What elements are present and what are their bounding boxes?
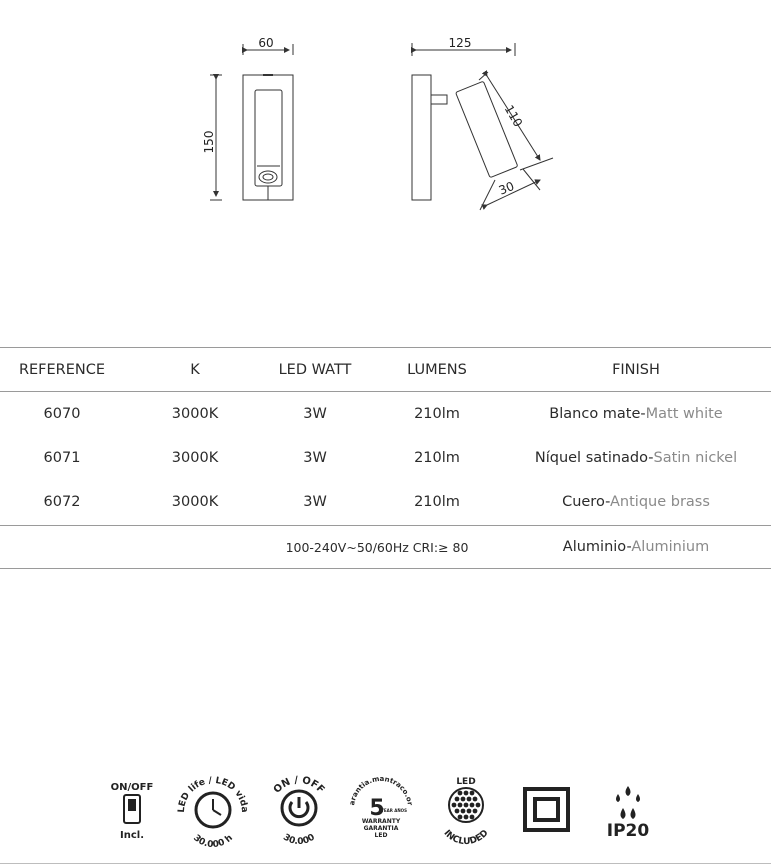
row-reference: 6070 [43,406,81,422]
led-life-hours: 30.000 h [191,833,235,850]
table-rule-bottom [0,568,771,569]
dim-front-height: 150 [202,130,216,154]
finish-es: Cuero- [562,494,611,510]
table-rule-footer [0,525,771,526]
header-reference: REFERENCE [18,362,106,378]
front-view-body [243,75,293,200]
bottom-rule [0,863,771,864]
row-lumens: 210lm [414,406,460,422]
switch-icon [111,782,154,841]
finish-en: Satin nickel [653,450,738,466]
led-life-clock-icon [177,776,249,850]
front-view-head [255,90,282,186]
dim-side-depth: 125 [448,36,472,50]
side-view-plate [412,75,431,200]
svg-text:garantia.mantraco.org [0,770,414,806]
table-rule-header [0,391,771,392]
row-finish [549,406,722,422]
row-lumens: 210lm [414,450,460,466]
svg-text:30.000 [281,833,317,848]
dim-head-diameter: 30 [496,178,517,198]
row-k: 3000K [171,450,219,466]
side-view-head [456,81,518,178]
warranty-line3: LED [374,832,388,839]
electrical-specs: 100-240V~50/60Hz CRI:≥ 80 [285,540,469,555]
finish-en: Aluminium [631,539,710,555]
header-led-watt: LED WATT [278,362,352,378]
switch-label-bottom: Incl. [120,830,144,841]
row-watt: 3W [303,406,327,422]
feature-icons [0,770,771,850]
row-reference: 6072 [43,494,81,510]
led-included-bottom: INCLUDED [441,828,491,848]
dim-front-width: 60 [258,36,274,50]
row-reference: 6071 [43,450,81,466]
row-k: 3000K [171,406,219,422]
technical-drawing [0,0,771,260]
warranty-years: 5 [369,796,385,821]
svg-text:INCLUDED [441,828,490,847]
header-lumens: LUMENS [407,362,467,378]
row-finish [562,494,710,510]
header-finish: FINISH [612,362,660,378]
row-k: 3000K [171,494,219,510]
finish-es: Níquel satinado- [534,450,654,466]
warranty-line1: WARRANTY [361,818,401,825]
onoff-arc-label: ON / OFF [271,774,327,796]
row-watt: 3W [303,494,327,510]
switch-label-top: ON/OFF [110,782,154,793]
footer-finish [563,539,709,555]
warranty-url: arantia.mantraco.or [348,774,414,806]
finish-es: Blanco mate- [549,406,646,422]
onoff-count: 30.000 [281,832,317,848]
row-watt: 3W [303,450,327,466]
finish-en: Antique brass [610,494,710,510]
row-finish [535,450,737,466]
row-lumens: 210lm [414,494,460,510]
warranty-line2: GARANTIA [363,825,399,832]
class-ii-icon [525,789,568,830]
power-cycles-icon [272,775,327,847]
table-rule-top [0,347,771,348]
svg-text:30.000 h [191,833,235,850]
header-k: K [190,362,200,378]
warranty-years-small: YEAR AÑOS [381,808,407,813]
led-included-top: LED [456,777,476,787]
finish-en: Matt white [645,406,723,422]
finish-es: Aluminio- [562,539,632,555]
led-included-icon [441,777,490,847]
ip20-icon [607,786,650,841]
dim-head-length: 110 [501,102,526,130]
led-life-arc-label: LED life / LED vida [176,775,250,813]
ip20-label: IP20 [606,821,650,841]
svg-text:ON / OFF [272,775,327,796]
